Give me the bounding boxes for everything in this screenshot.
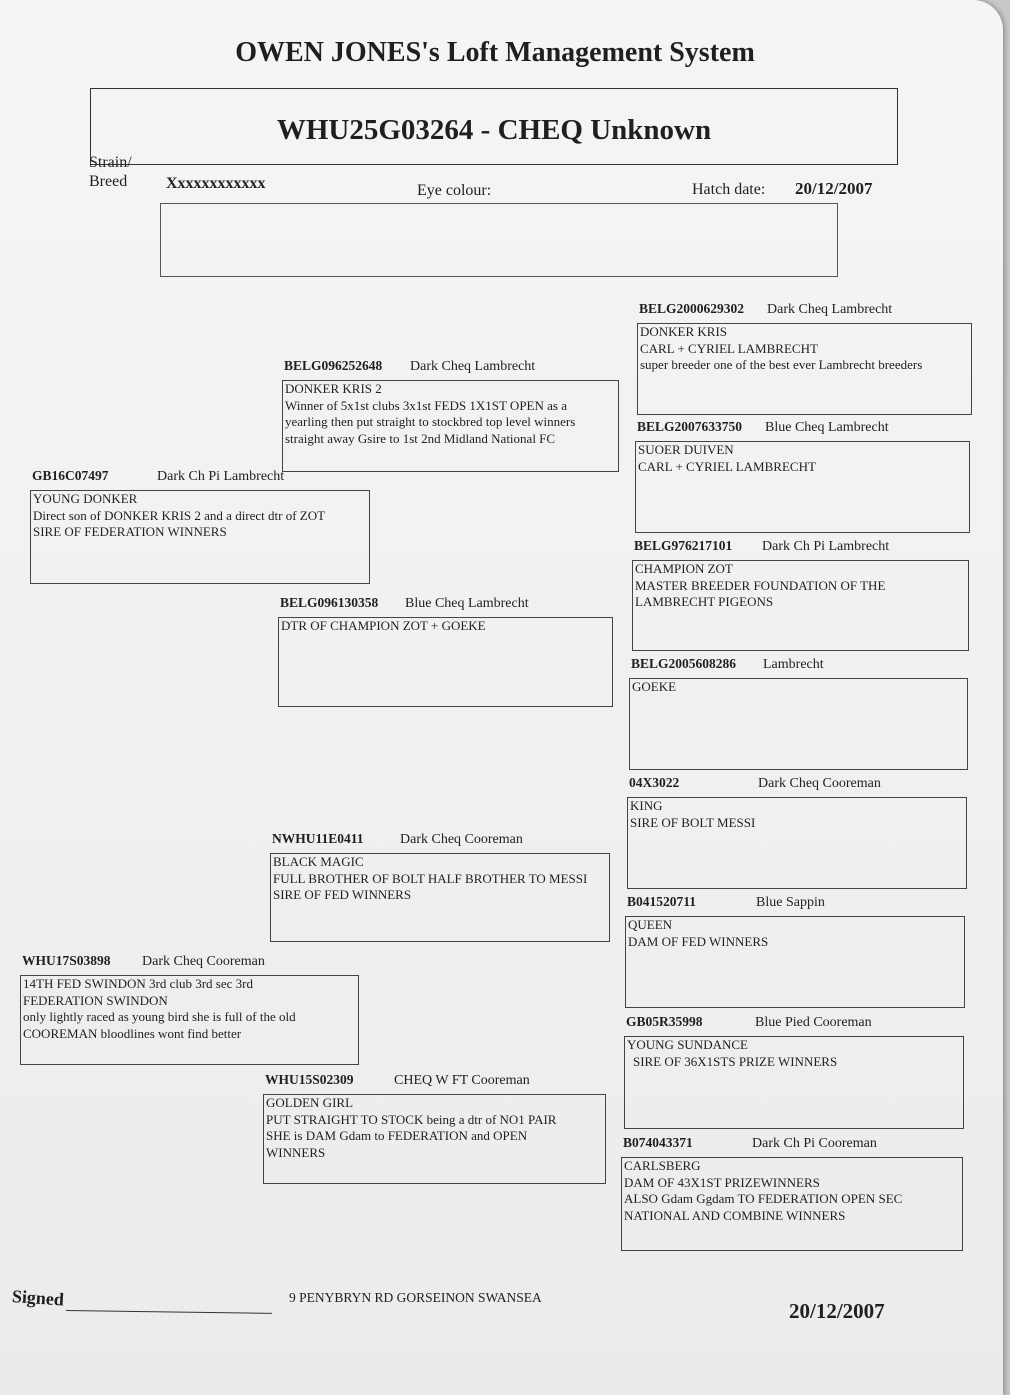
pigeon-name: DONKER KRIS — [640, 324, 728, 339]
colour-strain: Dark Ch Pi Lambrecht — [157, 469, 285, 484]
colour-strain: Blue Cheq Lambrecht — [765, 420, 889, 435]
pedigree-box — [629, 678, 968, 770]
pedigree-box — [270, 853, 610, 942]
pedigree-sire-dam — [278, 595, 529, 633]
pigeon-name: YOUNG DONKER — [33, 491, 138, 506]
pedigree-note: Winner of 5x1st clubs 3x1st FEDS 1X1ST OPEN as a — [285, 397, 567, 413]
pedigree-dam-dam-dam — [621, 1135, 903, 1223]
colour-strain: Dark Ch Pi Lambrecht — [762, 539, 890, 554]
ring-number: GB05R35998 — [626, 1014, 703, 1029]
pedigree-note: MASTER BREEDER FOUNDATION OF THE — [635, 577, 886, 593]
ring-number: WHU17S03898 — [22, 953, 111, 968]
pigeon-name: BLACK MAGIC — [273, 854, 364, 869]
pedigree-note: SIRE OF 36X1STS PRIZE WINNERS — [633, 1053, 838, 1069]
strain-breed-label — [89, 153, 132, 191]
footer-date: 20/12/2007 — [789, 1299, 885, 1323]
pedigree-box — [624, 1036, 964, 1129]
pedigree-dam-sire-sire — [627, 775, 881, 830]
pedigree-sire-sire-dam — [635, 419, 889, 474]
pedigree-dam-sire — [270, 831, 588, 902]
ring-number: B041520711 — [627, 894, 697, 909]
strain-label: Strain/ — [89, 154, 132, 171]
pedigree-note: yearling then put straight to stockbred top level winners — [285, 414, 576, 429]
signed-label: Signed — [11, 1286, 65, 1310]
ring-number: B074043371 — [623, 1135, 693, 1150]
pigeon-name: GOLDEN GIRL — [266, 1095, 354, 1110]
colour-strain: Lambrecht — [763, 657, 824, 672]
pedigree-box — [625, 916, 965, 1008]
pedigree-box — [637, 323, 972, 415]
pedigree-note: SIRE OF FED WINNERS — [273, 887, 412, 902]
pedigree-note: ALSO Gdam Ggdam TO FEDERATION OPEN SEC — [624, 1191, 903, 1206]
pedigree-sire-sire-sire — [637, 301, 923, 372]
pigeon-name: KING — [630, 798, 663, 813]
pedigree-note: CARL + CYRIEL LAMBRECHT — [638, 458, 816, 474]
pedigree-note: WINNERS — [266, 1144, 326, 1160]
pedigree-note: COOREMAN bloodlines wont find better — [23, 1025, 242, 1041]
pedigree-note: DAM OF FED WINNERS — [628, 933, 769, 949]
loft-address: 9 PENYBRYN RD GORSEINON SWANSEA — [289, 1290, 542, 1305]
pedigree-note: PUT STRAIGHT TO STOCK being a dtr of NO1 PAIR — [266, 1111, 557, 1127]
pedigree-sire-dam-dam — [629, 656, 824, 694]
pigeon-name: GOEKE — [632, 679, 677, 694]
colour-strain: Blue Sappin — [756, 895, 825, 910]
ring-number: BELG2005608286 — [631, 656, 737, 671]
ring-number: NWHU11E0411 — [272, 831, 364, 846]
pedigree-note: DAM OF 43X1ST PRIZEWINNERS — [624, 1174, 820, 1190]
colour-strain: Dark Cheq Cooreman — [142, 954, 265, 969]
pigeon-name: 14TH FED SWINDON 3rd club 3rd sec 3rd — [23, 976, 253, 991]
pedigree-note: SIRE OF FEDERATION WINNERS — [33, 524, 227, 539]
pigeon-name: YOUNG SUNDANCE — [627, 1037, 748, 1052]
hatch-date-label: Hatch date: — [692, 181, 766, 198]
pedigree-note: only lightly raced as young bird she is full of the old — [23, 1009, 296, 1024]
pigeon-name: CHAMPION ZOT — [635, 561, 733, 576]
pedigree-box — [621, 1157, 963, 1251]
ring-number: 04X3022 — [629, 775, 680, 790]
pedigree-box — [263, 1094, 606, 1184]
colour-strain: Dark Ch Pi Cooreman — [752, 1136, 877, 1151]
pedigree-box — [282, 380, 619, 472]
colour-strain: Blue Pied Cooreman — [755, 1015, 872, 1030]
pedigree-dam-dam — [263, 1072, 557, 1160]
pigeon-name: QUEEN — [628, 917, 673, 932]
pedigree-note: CARL + CYRIEL LAMBRECHT — [640, 340, 818, 356]
eye-colour-label: Eye colour: — [417, 182, 492, 199]
pedigree-note: NATIONAL AND COMBINE WINNERS — [624, 1207, 846, 1223]
ring-number: GB16C07497 — [32, 468, 109, 483]
pigeon-name: DTR OF CHAMPION ZOT + GOEKE — [281, 618, 486, 633]
ring-number: BELG096130358 — [280, 595, 379, 610]
pedigree-box — [632, 560, 969, 651]
pigeon-name: CARLSBERG — [624, 1158, 701, 1173]
ring-number: BELG976217101 — [634, 538, 733, 553]
pedigree-box — [635, 441, 970, 533]
pigeon-id-box — [90, 88, 898, 165]
pedigree-sire-dam-sire — [632, 538, 890, 609]
pedigree-note: SHE is DAM Gdam to FEDERATION and OPEN — [266, 1128, 528, 1143]
pedigree-note: FEDERATION SWINDON — [23, 992, 168, 1008]
notes-box — [160, 203, 838, 277]
breed-label: Breed — [89, 173, 128, 190]
pedigree-sire — [30, 468, 326, 539]
ring-number: WHU15S02309 — [265, 1072, 354, 1087]
pedigree-sire-sire — [282, 358, 576, 446]
colour-strain: Blue Cheq Lambrecht — [405, 596, 529, 611]
pedigree-box — [20, 975, 359, 1065]
pedigree-note: SIRE OF BOLT MESSI — [630, 814, 756, 830]
ring-number: BELG2000629302 — [639, 301, 745, 316]
pedigree-box — [278, 617, 613, 707]
pedigree-dam-sire-dam — [625, 894, 825, 949]
ring-number: BELG2007633750 — [637, 419, 743, 434]
colour-strain: CHEQ W FT Cooreman — [394, 1073, 530, 1088]
pedigree-note: LAMBRECHT PIGEONS — [635, 594, 774, 609]
hatch-date-value: 20/12/2007 — [795, 179, 873, 198]
colour-strain: Dark Cheq Cooreman — [400, 832, 523, 847]
pedigree-note: Direct son of DONKER KRIS 2 and a direct dtr of ZOT — [33, 507, 326, 523]
pigeon-name: DONKER KRIS 2 — [285, 381, 382, 396]
pedigree-note: straight away Gsire to 1st 2nd Midland National FC — [285, 430, 556, 446]
pedigree-note: super breeder one of the best ever Lambrecht breeders — [640, 357, 923, 372]
colour-strain: Dark Cheq Lambrecht — [410, 359, 536, 374]
page-title: OWEN JONES's Loft Management System — [235, 37, 755, 68]
pedigree-dam — [20, 953, 296, 1041]
pedigree-note: FULL BROTHER OF BOLT HALF BROTHER TO MESSI — [273, 870, 588, 886]
pedigree-dam-dam-sire — [624, 1014, 872, 1069]
colour-strain: Dark Cheq Lambrecht — [767, 302, 893, 317]
strain-value: Xxxxxxxxxxxx — [166, 175, 266, 192]
ring-number: BELG096252648 — [284, 358, 383, 373]
pedigree-box — [627, 797, 967, 889]
pedigree-box — [30, 490, 370, 584]
colour-strain: Dark Cheq Cooreman — [758, 776, 881, 791]
pigeon-id: WHU25G03264 - CHEQ Unknown — [276, 114, 712, 146]
pigeon-name: SUOER DUIVEN — [638, 442, 734, 457]
